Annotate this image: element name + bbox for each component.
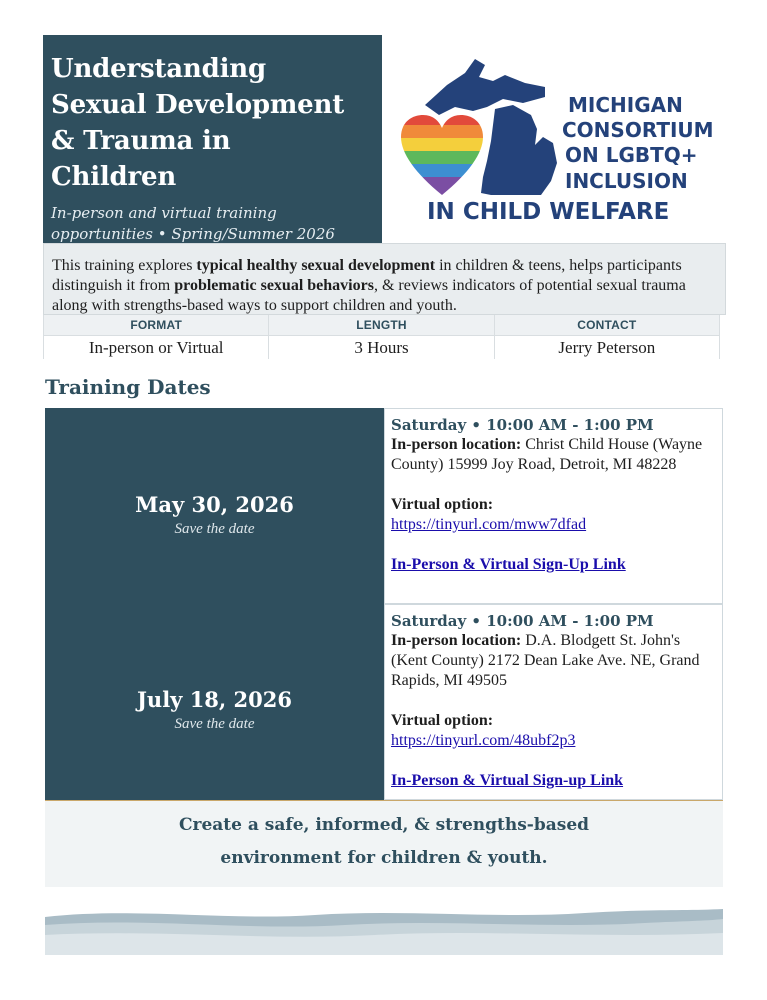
date-block-1	[45, 492, 384, 538]
session-1-virtual-label: Virtual option:	[391, 496, 494, 513]
contact-header: CONTACT	[495, 315, 719, 335]
session-2-day: Saturday • 10:00 AM - 1:00 PM	[391, 612, 654, 630]
title-line: & Trauma in	[51, 126, 231, 156]
session-1	[384, 408, 723, 604]
length-header: LENGTH	[269, 315, 493, 335]
intro-text: This training explores typical healthy sexual development in children & teens, helps participants distinguish it from problematic sexual behaviors, & reviews indicators of potential sexual trauma along with strengths-based ways to support children and youth.	[43, 243, 726, 315]
info-table	[43, 315, 720, 359]
tagline-banner	[45, 800, 723, 887]
title-line: Children	[51, 162, 177, 192]
session-1-day: Saturday • 10:00 AM - 1:00 PM	[391, 416, 654, 434]
logo-text-consortium: CONSORTIUM	[562, 118, 714, 142]
date-1: May 30, 2026	[135, 492, 294, 517]
title-panel	[43, 35, 382, 245]
format-header: FORMAT	[44, 315, 268, 335]
tagline-line: Create a safe, informed, & strengths-based	[178, 815, 590, 835]
length-value: 3 Hours	[269, 335, 493, 359]
session-1-virtual-link[interactable]: https://tinyurl.com/mww7dfad	[391, 516, 587, 533]
session-2-virtual-link[interactable]: https://tinyurl.com/48ubf2p3	[391, 732, 576, 749]
contact-value: Jerry Peterson	[495, 335, 719, 359]
session-1-location: In-person location: Christ Child House (Wayne County) 15999 Joy Road, Detroit, MI 48228	[391, 436, 703, 473]
logo-text-inclusion: INCLUSION	[565, 169, 688, 193]
session-2-signup-link[interactable]: In-Person & Virtual Sign-up Link	[391, 772, 624, 789]
page-subtitle: In-person and virtual training opportunities • Spring/Summer 2026	[51, 204, 335, 243]
contact-column	[495, 315, 720, 359]
title-line: Understanding	[51, 54, 266, 84]
logo-text-michigan: MICHIGAN	[568, 93, 683, 117]
date-block-2	[45, 687, 384, 733]
session-1-signup-link[interactable]: In-Person & Virtual Sign-Up Link	[391, 556, 626, 573]
dates-panel	[45, 408, 384, 800]
date-2: July 18, 2026	[137, 687, 292, 712]
title-line: Sexual Development	[51, 90, 345, 120]
logo-text-child-welfare: IN CHILD WELFARE	[427, 199, 670, 225]
tagline-line: environment for children & youth.	[220, 848, 548, 868]
training-dates-heading: Training Dates	[45, 375, 211, 399]
decorative-waves	[45, 905, 723, 955]
length-column	[269, 315, 494, 359]
logo-text-lgbtq: ON LGBTQ+	[565, 143, 698, 167]
format-column	[43, 315, 269, 359]
save-date-1: Save the date	[174, 521, 255, 537]
session-2	[384, 604, 723, 800]
session-2-virtual-label: Virtual option:	[391, 712, 494, 729]
session-2-location: In-person location: D.A. Blodgett St. John's (Kent County) 2172 Dean Lake Ave. NE, Grand Rapids, MI 49505	[391, 632, 700, 689]
consortium-logo	[395, 45, 725, 240]
save-date-2: Save the date	[174, 716, 255, 732]
page-title	[51, 51, 372, 195]
format-value: In-person or Virtual	[44, 335, 268, 359]
